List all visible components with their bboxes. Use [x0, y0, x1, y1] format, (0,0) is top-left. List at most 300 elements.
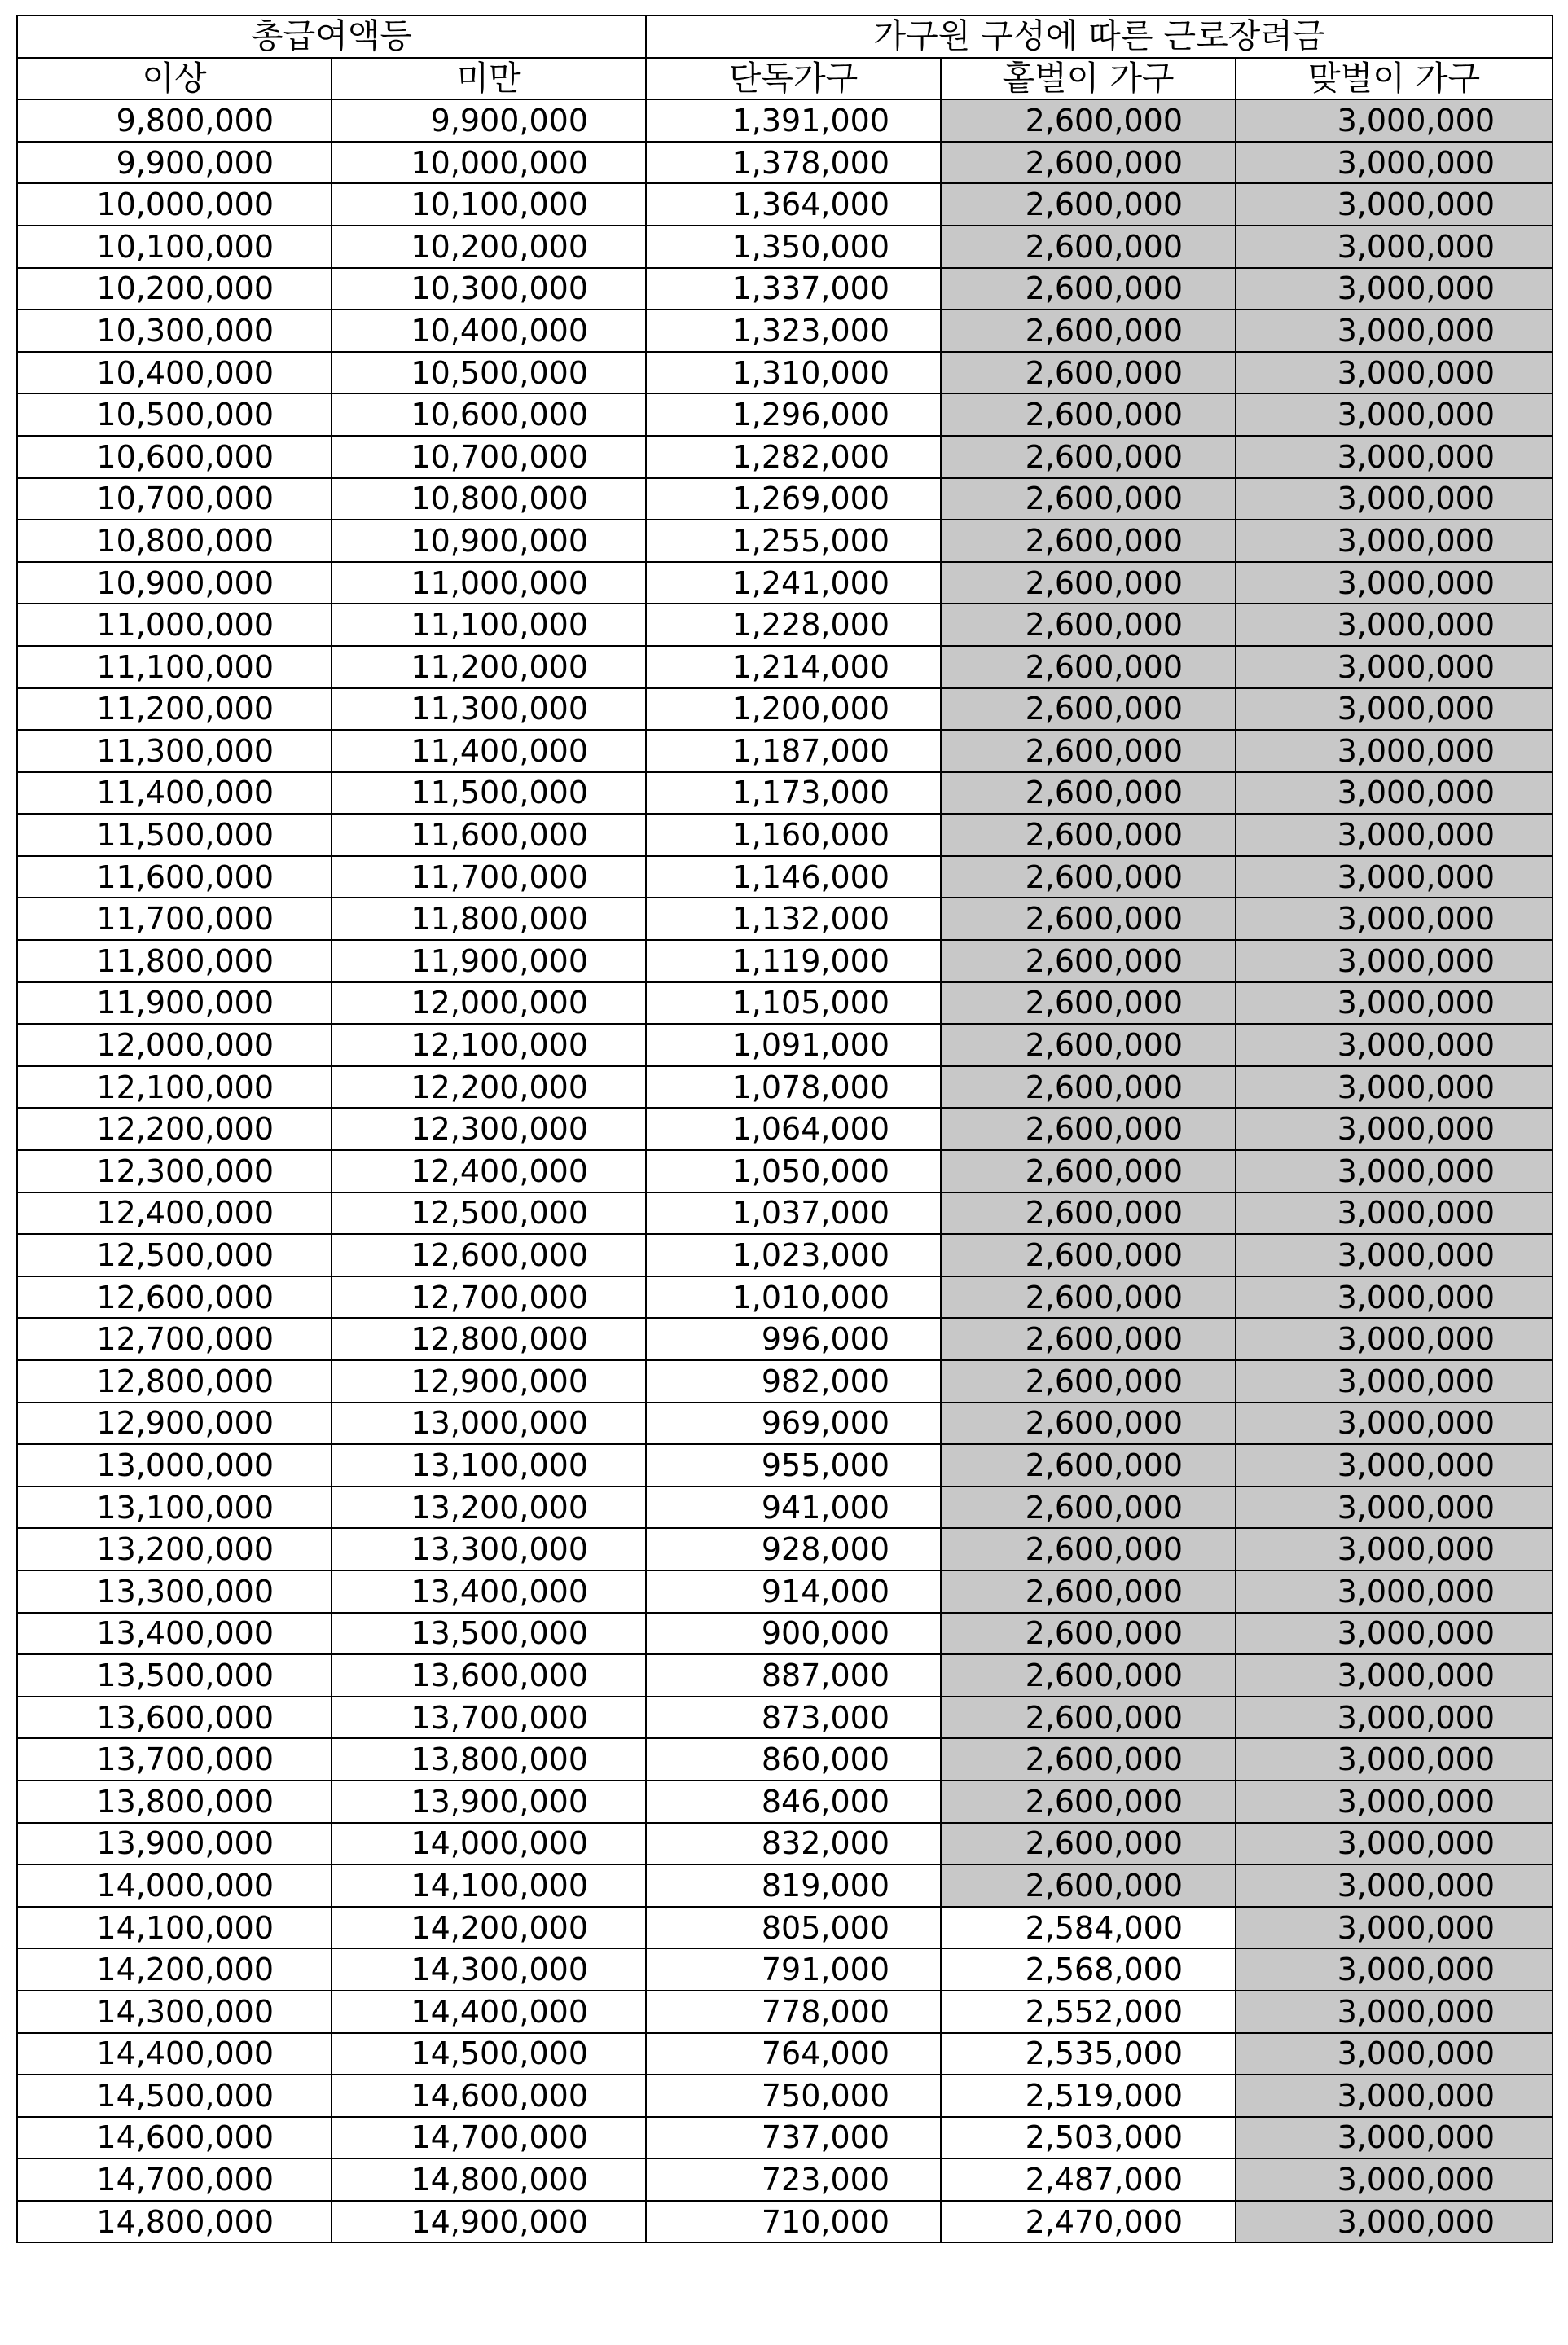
cell-min: 14,300,000 [17, 1991, 332, 2033]
cell-dual-earner: 3,000,000 [1236, 1108, 1553, 1150]
cell-dual-earner: 3,000,000 [1236, 2117, 1553, 2159]
cell-single: 1,187,000 [646, 730, 941, 772]
table-row [17, 1276, 1553, 1319]
cell-single: 1,200,000 [646, 688, 941, 731]
cell-single: 737,000 [646, 2117, 941, 2159]
cell-single: 914,000 [646, 1570, 941, 1613]
cell-max: 14,500,000 [332, 2033, 646, 2075]
cell-single: 710,000 [646, 2201, 941, 2243]
cell-dual-earner: 3,000,000 [1236, 2075, 1553, 2117]
cell-single: 928,000 [646, 1528, 941, 1570]
cell-max: 11,200,000 [332, 646, 646, 688]
cell-single: 860,000 [646, 1738, 941, 1781]
cell-max: 11,900,000 [332, 940, 646, 982]
table-row [17, 2033, 1553, 2075]
cell-max: 11,300,000 [332, 688, 646, 731]
cell-dual-earner: 3,000,000 [1236, 646, 1553, 688]
cell-dual-earner: 3,000,000 [1236, 310, 1553, 352]
header-incentive-by-household: 가구원 구성에 따른 근로장려금 [646, 15, 1553, 58]
table-row [17, 1823, 1553, 1865]
cell-min: 9,900,000 [17, 142, 332, 184]
cell-single-earner: 2,600,000 [941, 1654, 1236, 1697]
cell-dual-earner: 3,000,000 [1236, 1781, 1553, 1823]
cell-single-earner: 2,600,000 [941, 856, 1236, 898]
cell-dual-earner: 3,000,000 [1236, 1613, 1553, 1655]
cell-dual-earner: 3,000,000 [1236, 520, 1553, 562]
table-row [17, 99, 1553, 142]
cell-min: 14,500,000 [17, 2075, 332, 2117]
cell-min: 14,200,000 [17, 1948, 332, 1991]
cell-single-earner: 2,600,000 [941, 1444, 1236, 1486]
cell-single-earner: 2,600,000 [941, 1613, 1236, 1655]
cell-single: 1,173,000 [646, 772, 941, 815]
cell-max: 13,200,000 [332, 1486, 646, 1529]
table-row [17, 1360, 1553, 1403]
table-row [17, 1403, 1553, 1445]
cell-single-earner: 2,535,000 [941, 2033, 1236, 2075]
cell-dual-earner: 3,000,000 [1236, 856, 1553, 898]
cell-max: 12,300,000 [332, 1108, 646, 1150]
table-row [17, 1738, 1553, 1781]
cell-max: 12,700,000 [332, 1276, 646, 1319]
cell-single: 1,282,000 [646, 436, 941, 478]
cell-single-earner: 2,600,000 [941, 688, 1236, 731]
cell-min: 12,200,000 [17, 1108, 332, 1150]
cell-single: 1,091,000 [646, 1024, 941, 1066]
table-row [17, 772, 1553, 815]
table-row [17, 1150, 1553, 1192]
cell-max: 12,200,000 [332, 1066, 646, 1109]
table-row [17, 1108, 1553, 1150]
cell-min: 11,600,000 [17, 856, 332, 898]
cell-single-earner: 2,552,000 [941, 1991, 1236, 2033]
cell-single-earner: 2,503,000 [941, 2117, 1236, 2159]
table-row [17, 856, 1553, 898]
cell-min: 13,300,000 [17, 1570, 332, 1613]
cell-min: 12,900,000 [17, 1403, 332, 1445]
cell-max: 14,300,000 [332, 1948, 646, 1991]
cell-single: 1,050,000 [646, 1150, 941, 1192]
cell-single-earner: 2,600,000 [941, 982, 1236, 1025]
cell-min: 14,700,000 [17, 2158, 332, 2201]
cell-max: 10,700,000 [332, 436, 646, 478]
cell-min: 11,500,000 [17, 814, 332, 856]
cell-dual-earner: 3,000,000 [1236, 1528, 1553, 1570]
cell-max: 10,100,000 [332, 183, 646, 226]
cell-dual-earner: 3,000,000 [1236, 1360, 1553, 1403]
cell-dual-earner: 3,000,000 [1236, 1024, 1553, 1066]
cell-single-earner: 2,600,000 [941, 1276, 1236, 1319]
cell-dual-earner: 3,000,000 [1236, 1192, 1553, 1235]
table-row [17, 310, 1553, 352]
cell-single-earner: 2,600,000 [941, 1697, 1236, 1739]
cell-dual-earner: 3,000,000 [1236, 1907, 1553, 1949]
cell-single: 1,255,000 [646, 520, 941, 562]
cell-max: 10,600,000 [332, 393, 646, 436]
cell-single-earner: 2,600,000 [941, 1234, 1236, 1276]
cell-single-earner: 2,600,000 [941, 1738, 1236, 1781]
cell-single-earner: 2,600,000 [941, 772, 1236, 815]
cell-single-earner: 2,600,000 [941, 436, 1236, 478]
cell-min: 13,500,000 [17, 1654, 332, 1697]
cell-min: 13,000,000 [17, 1444, 332, 1486]
cell-min: 13,900,000 [17, 1823, 332, 1865]
table-row [17, 982, 1553, 1025]
table-row [17, 520, 1553, 562]
cell-dual-earner: 3,000,000 [1236, 688, 1553, 731]
cell-single: 887,000 [646, 1654, 941, 1697]
cell-dual-earner: 3,000,000 [1236, 478, 1553, 520]
cell-max: 11,400,000 [332, 730, 646, 772]
cell-single: 1,391,000 [646, 99, 941, 142]
cell-single: 941,000 [646, 1486, 941, 1529]
cell-single-earner: 2,600,000 [941, 898, 1236, 940]
column-header-row [17, 58, 1553, 100]
table-row [17, 1991, 1553, 2033]
cell-max: 10,800,000 [332, 478, 646, 520]
table-row [17, 604, 1553, 646]
cell-single-earner: 2,600,000 [941, 730, 1236, 772]
cell-min: 11,700,000 [17, 898, 332, 940]
cell-max: 10,300,000 [332, 268, 646, 310]
cell-single: 1,364,000 [646, 183, 941, 226]
cell-single: 805,000 [646, 1907, 941, 1949]
cell-dual-earner: 3,000,000 [1236, 814, 1553, 856]
cell-max: 11,000,000 [332, 562, 646, 604]
cell-max: 14,700,000 [332, 2117, 646, 2159]
cell-single-earner: 2,600,000 [941, 1108, 1236, 1150]
cell-dual-earner: 3,000,000 [1236, 2201, 1553, 2243]
cell-single-earner: 2,600,000 [941, 646, 1236, 688]
cell-single: 1,160,000 [646, 814, 941, 856]
table-row [17, 646, 1553, 688]
cell-single: 982,000 [646, 1360, 941, 1403]
cell-single-earner: 2,584,000 [941, 1907, 1236, 1949]
cell-min: 11,100,000 [17, 646, 332, 688]
header-dual-earner-household: 맞벌이 가구 [1236, 58, 1553, 100]
table-row [17, 436, 1553, 478]
cell-max: 14,200,000 [332, 1907, 646, 1949]
cell-max: 12,400,000 [332, 1150, 646, 1192]
cell-single: 764,000 [646, 2033, 941, 2075]
cell-min: 10,500,000 [17, 393, 332, 436]
table-row [17, 1486, 1553, 1529]
cell-single-earner: 2,600,000 [941, 99, 1236, 142]
cell-single-earner: 2,470,000 [941, 2201, 1236, 2243]
cell-dual-earner: 3,000,000 [1236, 1403, 1553, 1445]
header-min: 이상 [17, 58, 332, 100]
cell-dual-earner: 3,000,000 [1236, 1823, 1553, 1865]
cell-dual-earner: 3,000,000 [1236, 142, 1553, 184]
cell-max: 13,500,000 [332, 1613, 646, 1655]
cell-single-earner: 2,600,000 [941, 1570, 1236, 1613]
cell-single-earner: 2,600,000 [941, 814, 1236, 856]
cell-dual-earner: 3,000,000 [1236, 268, 1553, 310]
cell-single: 778,000 [646, 1991, 941, 2033]
cell-min: 11,800,000 [17, 940, 332, 982]
table-row [17, 183, 1553, 226]
cell-max: 14,100,000 [332, 1864, 646, 1907]
cell-max: 12,900,000 [332, 1360, 646, 1403]
cell-single: 1,337,000 [646, 268, 941, 310]
cell-max: 12,800,000 [332, 1318, 646, 1360]
cell-min: 10,000,000 [17, 183, 332, 226]
cell-max: 13,600,000 [332, 1654, 646, 1697]
cell-single-earner: 2,600,000 [941, 1066, 1236, 1109]
table-row [17, 2158, 1553, 2201]
cell-single: 723,000 [646, 2158, 941, 2201]
table-row [17, 226, 1553, 268]
cell-single-earner: 2,600,000 [941, 604, 1236, 646]
table-row [17, 562, 1553, 604]
cell-single: 1,214,000 [646, 646, 941, 688]
cell-single-earner: 2,600,000 [941, 352, 1236, 394]
cell-single-earner: 2,600,000 [941, 1403, 1236, 1445]
cell-single: 873,000 [646, 1697, 941, 1739]
table-row [17, 478, 1553, 520]
cell-single-earner: 2,600,000 [941, 1150, 1236, 1192]
header-max: 미만 [332, 58, 646, 100]
table-row [17, 1024, 1553, 1066]
cell-single: 1,037,000 [646, 1192, 941, 1235]
cell-single: 791,000 [646, 1948, 941, 1991]
cell-min: 14,600,000 [17, 2117, 332, 2159]
cell-dual-earner: 3,000,000 [1236, 1948, 1553, 1991]
cell-dual-earner: 3,000,000 [1236, 1570, 1553, 1613]
cell-max: 13,900,000 [332, 1781, 646, 1823]
table-row [17, 1907, 1553, 1949]
cell-max: 10,500,000 [332, 352, 646, 394]
cell-min: 14,100,000 [17, 1907, 332, 1949]
cell-single-earner: 2,600,000 [941, 562, 1236, 604]
table-row [17, 1234, 1553, 1276]
cell-single-earner: 2,600,000 [941, 1192, 1236, 1235]
table-row [17, 2201, 1553, 2243]
cell-single: 1,228,000 [646, 604, 941, 646]
cell-single: 1,064,000 [646, 1108, 941, 1150]
cell-dual-earner: 3,000,000 [1236, 1318, 1553, 1360]
cell-max: 11,600,000 [332, 814, 646, 856]
header-single-household: 단독가구 [646, 58, 941, 100]
cell-min: 10,300,000 [17, 310, 332, 352]
cell-dual-earner: 3,000,000 [1236, 604, 1553, 646]
cell-single: 1,241,000 [646, 562, 941, 604]
table-row [17, 268, 1553, 310]
cell-single-earner: 2,600,000 [941, 1360, 1236, 1403]
cell-dual-earner: 3,000,000 [1236, 1738, 1553, 1781]
cell-single-earner: 2,600,000 [941, 142, 1236, 184]
cell-dual-earner: 3,000,000 [1236, 1066, 1553, 1109]
cell-dual-earner: 3,000,000 [1236, 226, 1553, 268]
cell-single-earner: 2,600,000 [941, 520, 1236, 562]
cell-min: 12,000,000 [17, 1024, 332, 1066]
table-body [17, 99, 1553, 2242]
cell-min: 13,200,000 [17, 1528, 332, 1570]
cell-max: 12,000,000 [332, 982, 646, 1025]
table-row [17, 1528, 1553, 1570]
cell-min: 14,000,000 [17, 1864, 332, 1907]
cell-max: 13,300,000 [332, 1528, 646, 1570]
cell-single-earner: 2,600,000 [941, 1781, 1236, 1823]
cell-single: 1,119,000 [646, 940, 941, 982]
cell-dual-earner: 3,000,000 [1236, 2033, 1553, 2075]
table-row [17, 814, 1553, 856]
cell-max: 12,500,000 [332, 1192, 646, 1235]
cell-single: 1,269,000 [646, 478, 941, 520]
cell-single: 1,010,000 [646, 1276, 941, 1319]
cell-dual-earner: 3,000,000 [1236, 1444, 1553, 1486]
cell-single-earner: 2,600,000 [941, 940, 1236, 982]
cell-min: 12,700,000 [17, 1318, 332, 1360]
cell-dual-earner: 3,000,000 [1236, 982, 1553, 1025]
table-row [17, 1948, 1553, 1991]
cell-single-earner: 2,600,000 [941, 310, 1236, 352]
table-row [17, 1613, 1553, 1655]
cell-dual-earner: 3,000,000 [1236, 730, 1553, 772]
cell-max: 14,400,000 [332, 1991, 646, 2033]
cell-dual-earner: 3,000,000 [1236, 1486, 1553, 1529]
cell-single: 1,350,000 [646, 226, 941, 268]
cell-single-earner: 2,600,000 [941, 1486, 1236, 1529]
cell-dual-earner: 3,000,000 [1236, 898, 1553, 940]
table-row [17, 1318, 1553, 1360]
cell-single-earner: 2,600,000 [941, 226, 1236, 268]
cell-dual-earner: 3,000,000 [1236, 1150, 1553, 1192]
cell-min: 10,100,000 [17, 226, 332, 268]
cell-min: 12,500,000 [17, 1234, 332, 1276]
cell-dual-earner: 3,000,000 [1236, 393, 1553, 436]
cell-single: 955,000 [646, 1444, 941, 1486]
cell-min: 10,700,000 [17, 478, 332, 520]
cell-max: 14,900,000 [332, 2201, 646, 2243]
cell-single-earner: 2,487,000 [941, 2158, 1236, 2201]
cell-max: 10,400,000 [332, 310, 646, 352]
cell-max: 9,900,000 [332, 99, 646, 142]
cell-min: 10,900,000 [17, 562, 332, 604]
cell-dual-earner: 3,000,000 [1236, 1234, 1553, 1276]
cell-single: 1,323,000 [646, 310, 941, 352]
cell-single-earner: 2,600,000 [941, 1864, 1236, 1907]
cell-single: 1,146,000 [646, 856, 941, 898]
cell-min: 14,800,000 [17, 2201, 332, 2243]
cell-single: 832,000 [646, 1823, 941, 1865]
table-row [17, 1697, 1553, 1739]
table-row [17, 730, 1553, 772]
cell-single: 1,378,000 [646, 142, 941, 184]
cell-single: 1,023,000 [646, 1234, 941, 1276]
cell-min: 12,800,000 [17, 1360, 332, 1403]
cell-max: 13,800,000 [332, 1738, 646, 1781]
cell-single: 1,078,000 [646, 1066, 941, 1109]
cell-max: 13,000,000 [332, 1403, 646, 1445]
cell-single-earner: 2,600,000 [941, 183, 1236, 226]
cell-max: 11,100,000 [332, 604, 646, 646]
table-row [17, 1864, 1553, 1907]
table-row [17, 2117, 1553, 2159]
cell-min: 13,700,000 [17, 1738, 332, 1781]
cell-min: 11,000,000 [17, 604, 332, 646]
cell-max: 14,800,000 [332, 2158, 646, 2201]
cell-min: 13,600,000 [17, 1697, 332, 1739]
table-row [17, 2075, 1553, 2117]
cell-max: 13,100,000 [332, 1444, 646, 1486]
cell-dual-earner: 3,000,000 [1236, 352, 1553, 394]
cell-min: 9,800,000 [17, 99, 332, 142]
cell-single-earner: 2,519,000 [941, 2075, 1236, 2117]
cell-single: 1,105,000 [646, 982, 941, 1025]
table-row [17, 1444, 1553, 1486]
cell-single-earner: 2,600,000 [941, 1318, 1236, 1360]
incentive-table [16, 15, 1553, 2243]
table-row [17, 393, 1553, 436]
cell-min: 12,600,000 [17, 1276, 332, 1319]
cell-max: 14,000,000 [332, 1823, 646, 1865]
cell-dual-earner: 3,000,000 [1236, 562, 1553, 604]
cell-single: 819,000 [646, 1864, 941, 1907]
cell-single: 1,310,000 [646, 352, 941, 394]
cell-dual-earner: 3,000,000 [1236, 2158, 1553, 2201]
cell-dual-earner: 3,000,000 [1236, 436, 1553, 478]
cell-single-earner: 2,600,000 [941, 1823, 1236, 1865]
cell-dual-earner: 3,000,000 [1236, 1276, 1553, 1319]
group-header-row [17, 15, 1553, 58]
cell-single-earner: 2,600,000 [941, 268, 1236, 310]
table-row [17, 1066, 1553, 1109]
cell-single-earner: 2,600,000 [941, 478, 1236, 520]
table-row [17, 352, 1553, 394]
cell-min: 11,400,000 [17, 772, 332, 815]
cell-dual-earner: 3,000,000 [1236, 772, 1553, 815]
cell-max: 13,700,000 [332, 1697, 646, 1739]
cell-single-earner: 2,600,000 [941, 1024, 1236, 1066]
cell-max: 10,000,000 [332, 142, 646, 184]
cell-min: 10,600,000 [17, 436, 332, 478]
cell-max: 10,200,000 [332, 226, 646, 268]
cell-single: 996,000 [646, 1318, 941, 1360]
cell-dual-earner: 3,000,000 [1236, 1697, 1553, 1739]
table-row [17, 1654, 1553, 1697]
cell-dual-earner: 3,000,000 [1236, 1991, 1553, 2033]
table-row [17, 898, 1553, 940]
cell-max: 10,900,000 [332, 520, 646, 562]
table-row [17, 1781, 1553, 1823]
cell-min: 10,400,000 [17, 352, 332, 394]
table-row [17, 142, 1553, 184]
cell-min: 12,400,000 [17, 1192, 332, 1235]
cell-dual-earner: 3,000,000 [1236, 1654, 1553, 1697]
cell-dual-earner: 3,000,000 [1236, 99, 1553, 142]
cell-single-earner: 2,600,000 [941, 393, 1236, 436]
cell-min: 10,800,000 [17, 520, 332, 562]
cell-single: 1,132,000 [646, 898, 941, 940]
header-single-earner-household: 홑벌이 가구 [941, 58, 1236, 100]
cell-single: 1,296,000 [646, 393, 941, 436]
cell-single: 969,000 [646, 1403, 941, 1445]
cell-min: 12,100,000 [17, 1066, 332, 1109]
cell-single-earner: 2,600,000 [941, 1528, 1236, 1570]
cell-min: 13,400,000 [17, 1613, 332, 1655]
table-row [17, 1192, 1553, 1235]
header-total-salary: 총급여액등 [17, 15, 646, 58]
cell-max: 12,100,000 [332, 1024, 646, 1066]
cell-max: 11,800,000 [332, 898, 646, 940]
cell-min: 13,100,000 [17, 1486, 332, 1529]
cell-min: 11,200,000 [17, 688, 332, 731]
cell-max: 12,600,000 [332, 1234, 646, 1276]
cell-dual-earner: 3,000,000 [1236, 1864, 1553, 1907]
cell-dual-earner: 3,000,000 [1236, 183, 1553, 226]
cell-dual-earner: 3,000,000 [1236, 940, 1553, 982]
